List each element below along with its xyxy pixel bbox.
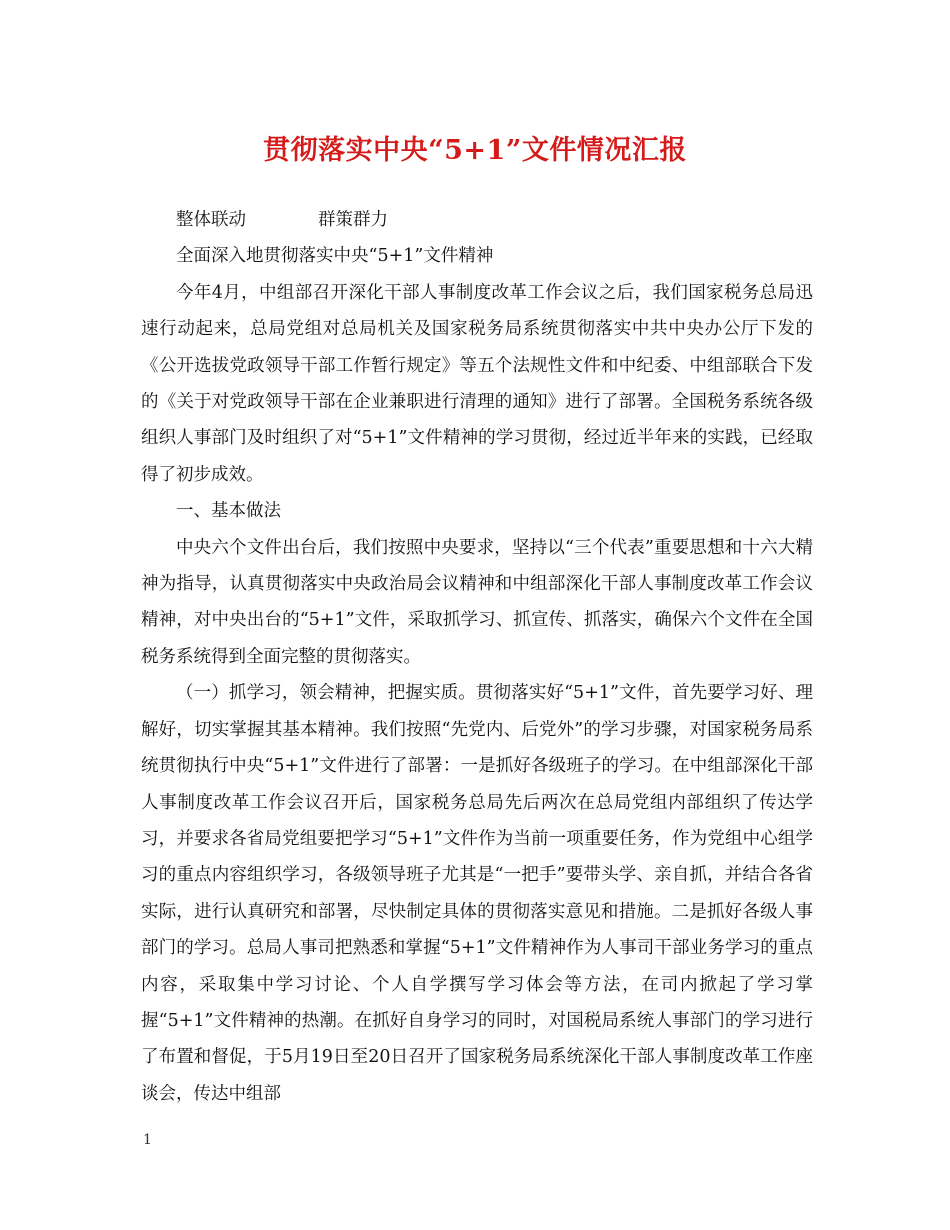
paragraph: （一）抓学习，领会精神，把握实质。贯彻落实好“5+1”文件，首先要学习好、理解好，切实掌握其基本精神。我们按照“先党内、后党外”的学习步骤，对国家税务局系统贯彻执行中央“5+1”文件进行了部署：一是抓好各级班子的学习。在中组部深化干部人事制度改革工作会议召开后，国家税务总局先后两次在总局党组内部组织了传达学习，并要求各省局党组要把学习“5+1”文件作为当前一项重要任务，作为党组中心组学习的重点内容组织学习，各级领导班子尤其是“一把手”要带头学、亲自抓，并结合各省实际，进行认真研究和部署，尽快制定具体的贯彻落实意见和措施。二是抓好各级人事部门的学习。总局人事司把熟悉和掌握“5+1”文件精神作为人事司干部业务学习的重点内容，采取集中学习讨论、个人自学撰写学习体会等方法，在司内掀起了学习掌握“5+1”文件精神的热潮。在抓好自身学习的同时，对国税局系统人事部门的学习进行了布置和督促，于5月19日至20日召开了国家税务局系统深化干部人事制度改革工作座谈会，传达中组部 [141,683,813,1104]
paragraph: 中央六个文件出台后，我们按照中央要求，坚持以“三个代表”重要思想和十六大精神为指导，认真贯彻落实中央政治局会议精神和中组部深化干部人事制度改革工作会议精神，对中央出台的“5+1”文件，采取抓学习、抓宣传、抓落实，确保六个文件在全国税务系统得到全面完整的贯彻落实。 [141,537,813,667]
page-number: 1 [143,1132,152,1148]
document-title: 贯彻落实中央“5+1”文件情况汇报 [263,135,687,166]
paragraph: 今年4月，中组部召开深化干部人事制度改革工作会议之后，我们国家税务总局迅速行动起来，总局党组对总局机关及国家税务局系统贯彻落实中共中央办公厅下发的《公开选拔党政领导干部工作暂行规定》等五个法规性文件和中纪委、中组部联合下发的《关于对党政领导干部在企业兼职进行清理的通知》进行了部署。全国税务系统各级组织人事部门及时组织了对“5+1”文件精神的学习贯彻，经过近半年来的实践，已经取得了初步成效。 [141,282,813,485]
subtitle-left: 整体联动 [176,210,246,230]
document-body [141,202,813,1112]
section-heading: 一、基本做法 [176,501,281,522]
subtitle-right: 群策群力 [318,210,388,230]
subtitle-line [141,202,813,238]
paragraph: 全面深入地贯彻落实中央“5+1”文件精神 [176,246,494,267]
